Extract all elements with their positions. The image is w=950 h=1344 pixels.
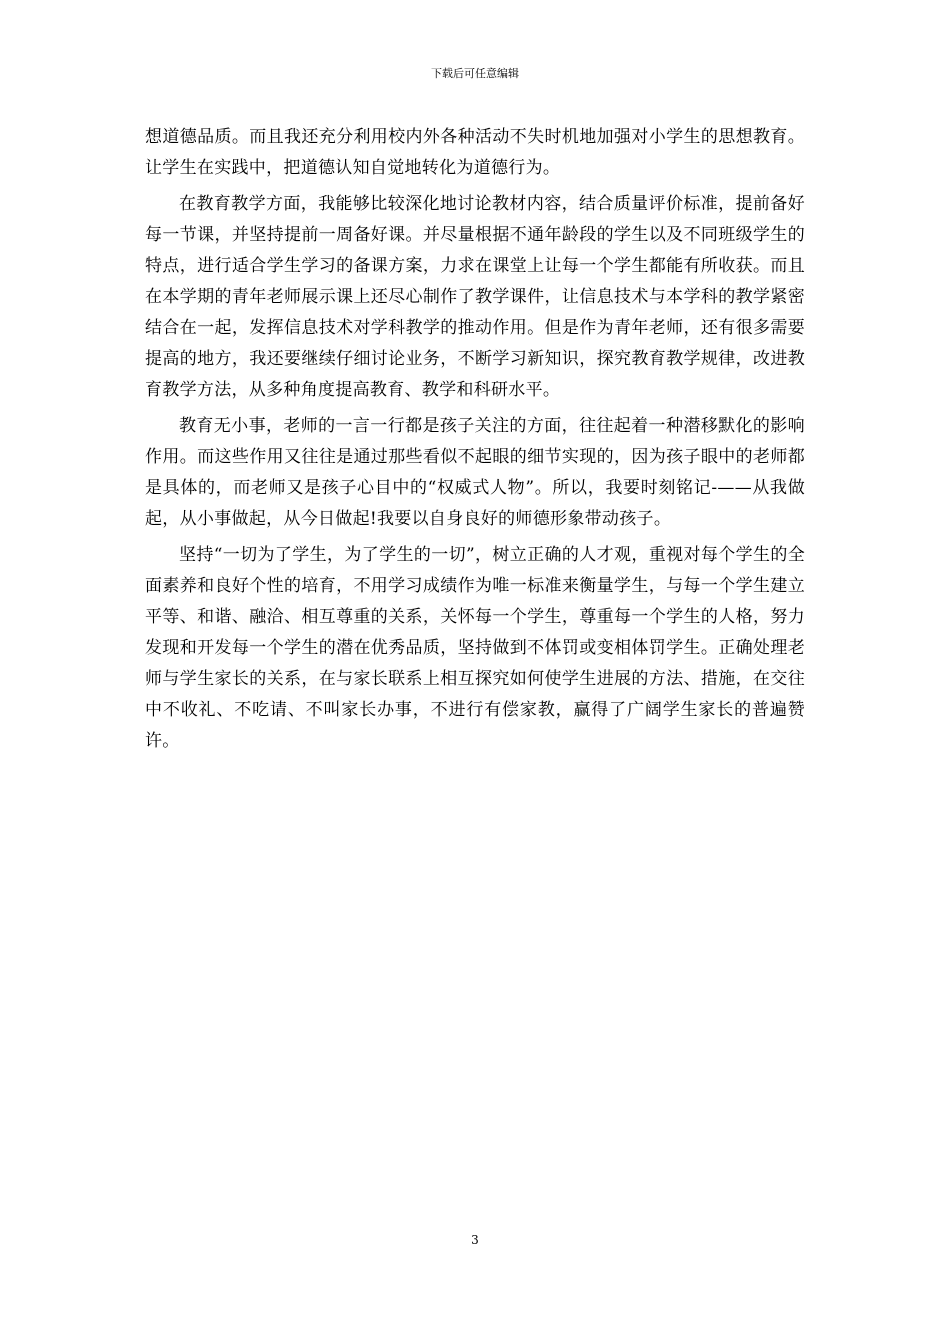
page-number: 3 [471,1233,479,1247]
paragraph-4: 坚持“一切为了学生，为了学生的一切”，树立正确的人才观，重视对每个学生的全面素养和良好个性的培育，不用学习成绩作为唯一标准来衡量学生，与每一个学生建立平等、和谐、融洽、相互尊重的关系，关怀每一个学生，尊重每一个学生的人格，努力发现和开发每一个学生的潜在优秀品质，坚持做到不体罚或变相体罚学生。正确处理老师与学生家长的关系，在与家长联系上相互探究如何使学生进展的方法、措施，在交往中不收礼、不吃请、不叫家长办事，不进行有偿家教，赢得了广阔学生家长的普遍赞许。 [145,545,805,751]
paragraph-3: 教育无小事，老师的一言一行都是孩子关注的方面，往往起着一种潜移默化的影响作用。而这些作用又往往是通过那些看似不起眼的细节实现的，因为孩子眼中的老师都是具体的，而老师又是孩子心目中的“权威式人物”。所以，我要时刻铭记-——从我做起，从小事做起，从今日做起!我要以自身良好的师德形象带动孩子。 [145,416,805,529]
document-body [145,122,805,762]
paragraph-2: 在教育教学方面，我能够比较深化地讨论教材内容，结合质量评价标准，提前备好每一节课，并坚持提前一周备好课。并尽量根据不通年龄段的学生以及不同班级学生的特点，进行适合学生学习的备课方案，力求在课堂上让每一个学生都能有所收获。而且在本学期的青年老师展示课上还尽心制作了教学课件，让信息技术与本学科的教学紧密结合在一起，发挥信息技术对学科教学的推动作用。但是作为青年老师，还有很多需要提高的地方，我还要继续仔细讨论业务，不断学习新知识，探究教育教学规律，改进教育教学方法，从多种角度提高教育、教学和科研水平。 [145,194,805,400]
paragraph-1: 想道德品质。而且我还充分利用校内外各种活动不失时机地加强对小学生的思想教育。让学生在实践中，把道德认知自觉地转化为道德行为。 [145,127,805,178]
page-header: 下载后可任意编辑 [431,67,519,80]
